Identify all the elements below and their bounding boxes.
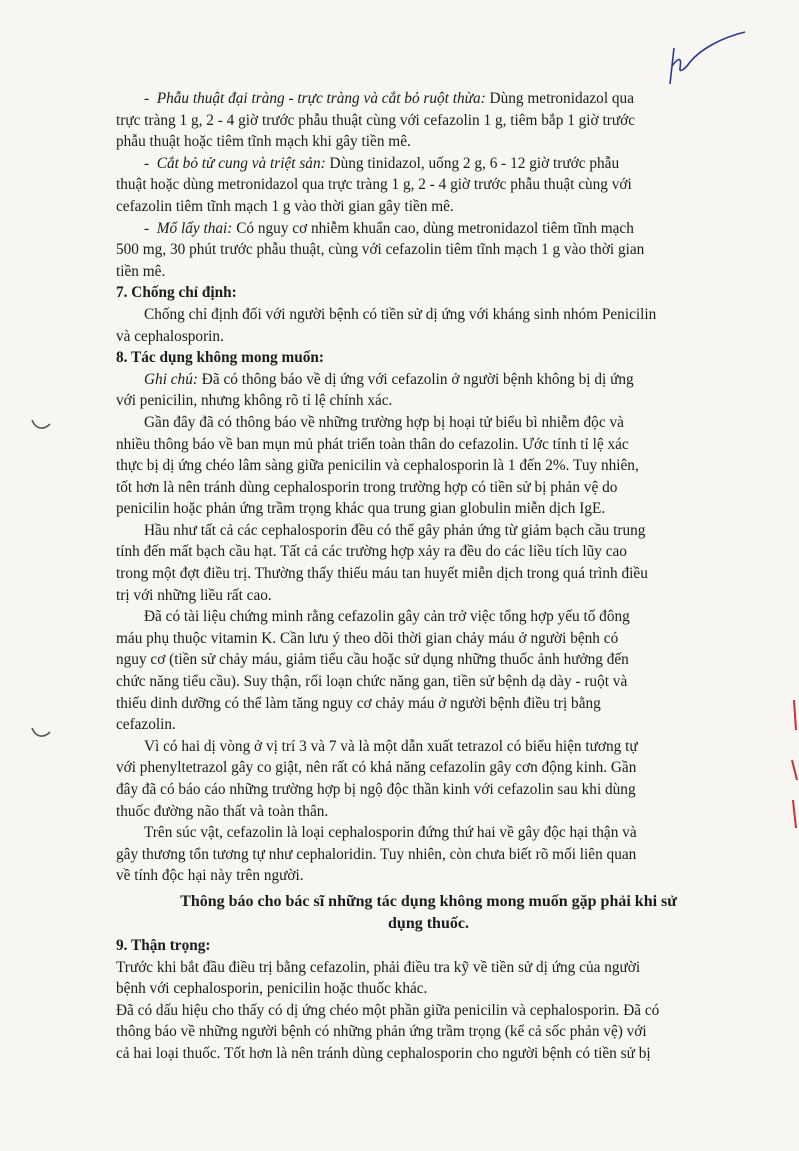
hole-punch-mark: [30, 418, 52, 432]
stamp-edge-mark: [784, 690, 799, 840]
notice-to-doctor: Thông báo cho bác sĩ những tác dụng không mong muốn gặp phải khi sử dụng thuốc.: [180, 892, 677, 932]
surgery-item-3: - Mổ lấy thai: Có nguy cơ nhiễm khuẩn cao, dùng metronidazol tiêm tĩnh mạch: [144, 219, 634, 237]
section-7-heading: 7. Chống chỉ định:: [116, 284, 237, 302]
surgery-item-1: - Phẫu thuật đại tràng - trực tràng và cắt bỏ ruột thừa: Dùng metronidazol qua: [144, 90, 634, 107]
section-8-heading: 8. Tác dụng không mong muốn:: [116, 349, 324, 367]
section-9-heading: 9. Thận trọng:: [116, 936, 211, 954]
surgery-section: - Phẫu thuật đại tràng - trực tràng và cắt bỏ ruột thừa: Dùng metronidazol qua trực tràng 1 g, 2 - 4 giờ trước phẫu thuật cùng với cefazolin 1 g, tiêm bắp 1 giờ trước phẫu thuật hoặc tiêm tĩnh mạch khi gây tiền mê. - Cắt bỏ tử cung và triệt sản: Dùng tinidazol, uống 2 g, 6 - 12 giờ trước phẫu thuật hoặc dùng metronidazol qua trực tràng 1 g, 2 - 4 giờ trước phẫu thuật cùng với cefazolin tiêm tĩnh mạch 1 g vào thời gian gây tiền mê. - Mổ lấy thai: Có nguy cơ nhiễm khuẩn cao, dùng metronidazol tiêm tĩnh mạch 500 mg, 30 phút trước phẫu thuật, cùng với cefazolin tiêm tĩnh mạch 1 g vào thời gian tiền mê. 7. Chống chỉ định: Chống chỉ định đối với người bệnh có tiền sử dị ứng với kháng sinh nhóm Penicilin và cephalosporin. 8. Tác dụng không mong muốn: Ghi chú: Đã có thông báo về dị ứng với cefazolin ở người bệnh không bị dị ứng với penicilin, nhưng không rõ tỉ lệ chính xác. Gần đây đã có thông báo về những trường hợp bị hoại tử biểu bì nhiễm độc và nhiều thông báo về ban mụn mủ phát triển toàn thân do cefazolin. Ước tính tỉ lệ xác thực bị dị ứng chéo lâm sàng giữa penicilin và cephalosporin là 1 đến 2%. Tuy nhiên, tốt hơn là nên tránh dùng cephalosporin trong trường hợp có tiền sử bị phản vệ do penicilin hoặc phản ứng trầm trọng khác qua trung gian globulin miễn dịch IgE. Hầu như tất cả các cephalosporin đều có thể gây phản ứng từ giảm bạch cầu trung tính đến mất bạch cầu hạt. Tất cả các trường hợp xảy ra đều do các liều tích lũy cao trong một đợt điều trị. Thường thấy thiếu máu tan huyết miễn dịch trong quá trình điều trị với những liều rất cao. Đã có tài liệu chứng minh rằng cefazolin gây cản trở việc tổng hợp yếu tố đông máu phụ thuộc vitamin K. Cần lưu ý theo dõi thời gian chảy máu ở người bệnh có nguy cơ (tiền sử chảy máu, giảm tiểu cầu hoặc sử dụng những thuốc ảnh hưởng đến chức năng tiểu cầu). Suy thận, rối loạn chức năng gan, tiền sử bệnh dạ dày - ruột và thiếu dinh dưỡng có thể làm tăng nguy cơ chảy máu ở người bệnh điều trị bằng cefazolin. Vì có hai dị vòng ở vị trí 3 và 7 và là một dẫn xuất tetrazol có biểu hiện tương tự với phenyltetrazol gây co giật, nên rất có khả năng cefazolin gây cơn động kinh. Gần đây đã có báo cáo những trường hợp bị ngộ độc thần kinh với cefazolin sau khi dùng thuốc đường não thất và toàn thân. Trên súc vật, cefazolin là loại cephalosporin đứng thứ hai về gây độc hại thận và gây thương tổn tương tự như cephaloridin. Tuy nhiên, còn chưa biết rõ mối liên quan về tính độc hại này trên người. Thông báo cho bác sĩ những tác dụng không mong muốn gặp phải khi sử dụng thuốc. 9. Thận trọng: Trước khi bắt đầu điều trị bằng cefazolin, phải điều tra kỹ về tiền sử dị ứng của người bệnh với cephalosporin, penicilin hoặc thuốc khác. Đã có dấu hiệu cho thấy có dị ứng chéo một phần giữa penicilin và cephalosporin. Đã có thông báo về những người bệnh có những phản ứng trầm trọng (kể cả sốc phản vệ) với cả hai loại thuốc. Tốt hơn là nên tránh dùng cephalosporin cho người bệnh có tiền sử bị: [116, 88, 741, 1065]
hole-punch-mark: [30, 726, 52, 740]
handwritten-signature: [660, 28, 750, 88]
surgery-item-2: - Cắt bỏ tử cung và triệt sản: Dùng tinidazol, uống 2 g, 6 - 12 giờ trước phẫu: [144, 154, 620, 172]
